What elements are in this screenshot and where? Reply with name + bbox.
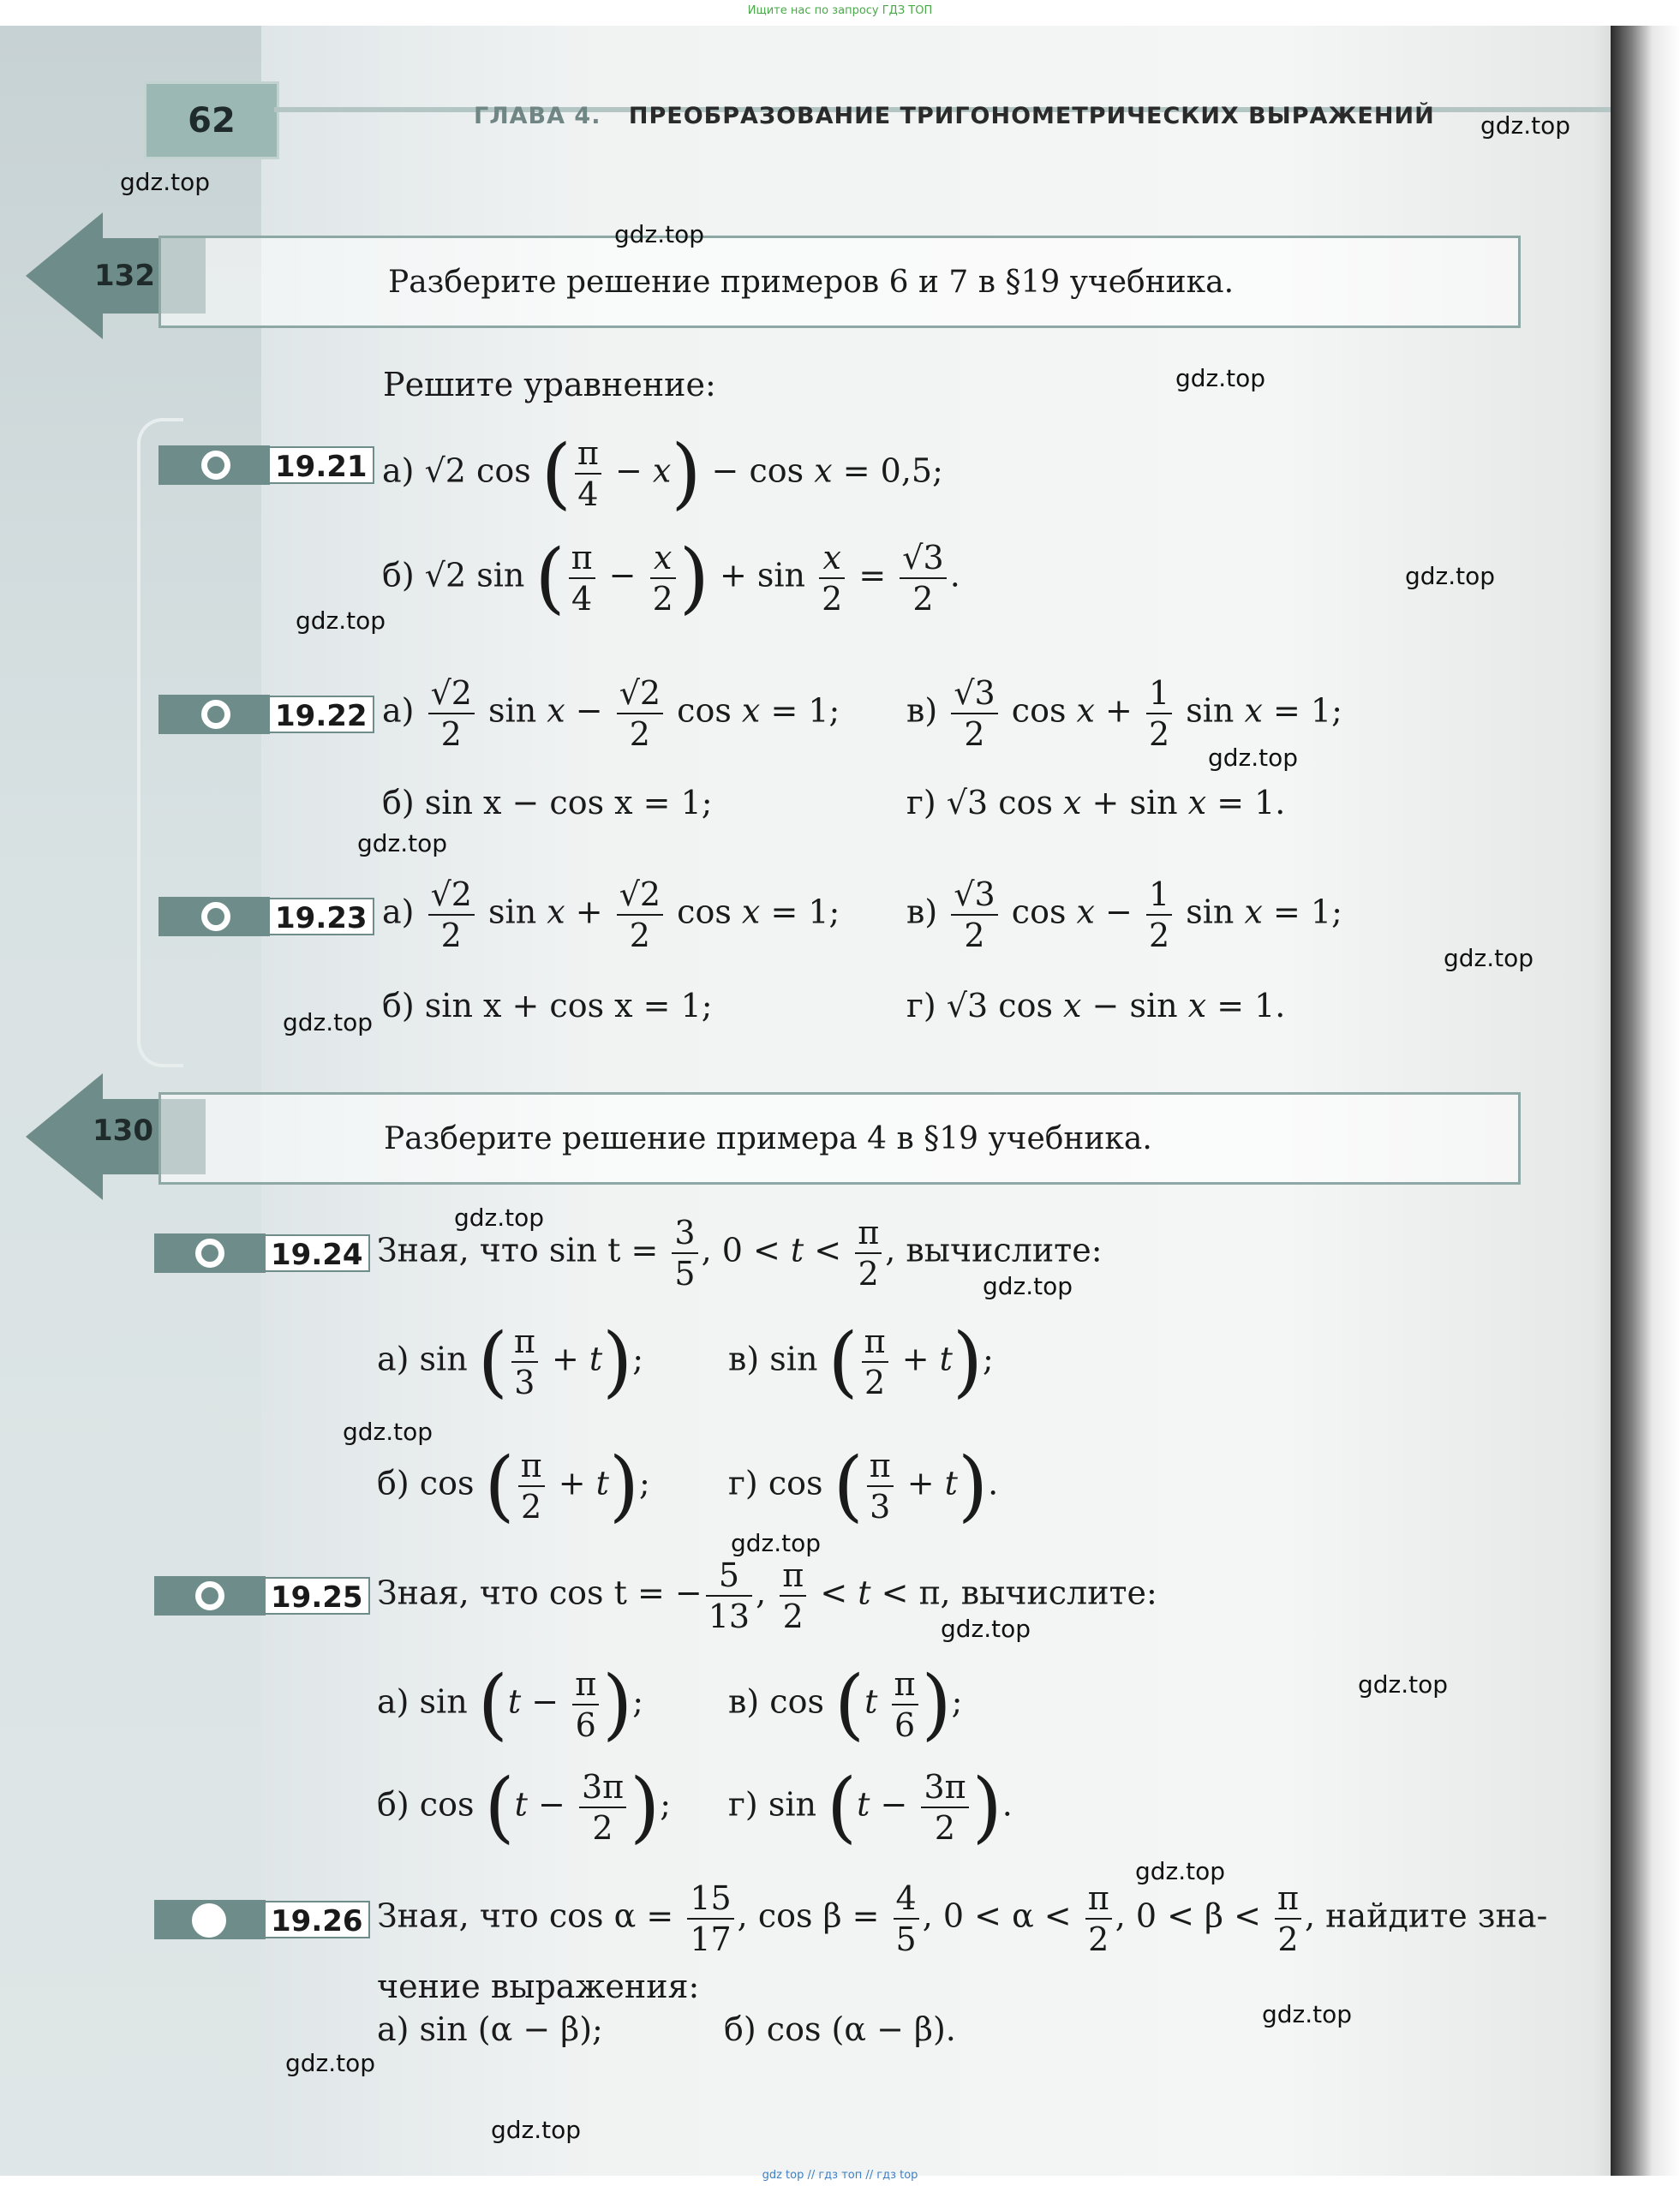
- problem-1924b: б) cos ( $\frac{\pi}{2}$ + t);: [377, 1441, 650, 1531]
- item-label: б): [382, 987, 415, 1024]
- item-label: г): [906, 987, 936, 1024]
- problem-1922v: в) $\frac{√3}{2}$ cos x + $\frac{1}{2}$ sin x = 1;: [906, 674, 1342, 753]
- watermark: gdz.top: [1262, 2000, 1353, 2028]
- problem-number-1926: 19.26: [264, 1901, 370, 1938]
- problem-number-1921: 19.21: [268, 446, 374, 484]
- watermark: gdz.top: [357, 829, 448, 857]
- reference-box-132: [158, 236, 1521, 328]
- problem-1922a: а) $\frac{√2}{2}$ sin x − $\frac{√2}{2}$ cos x = 1;: [382, 674, 840, 753]
- watermark: gdz.top: [285, 2049, 376, 2077]
- solve-heading: Решите уравнение:: [383, 366, 716, 403]
- problem-1923v: в) $\frac{√3}{2}$ cos x − $\frac{1}{2}$ sin x = 1;: [906, 875, 1342, 954]
- problem-number-1924: 19.24: [264, 1234, 370, 1272]
- problem-1926-line2: чение выражения:: [377, 1968, 700, 2005]
- chapter-title: [474, 103, 1435, 129]
- difficulty-circle-icon: [195, 1581, 224, 1610]
- item-label: г): [906, 784, 936, 821]
- problem-1924v: в) sin ( $\frac{\pi}{2}$ + t);: [728, 1317, 994, 1407]
- difficulty-dot-icon: [192, 1903, 226, 1938]
- tail-text: , вычислите:: [940, 1574, 1157, 1612]
- watermark: gdz.top: [296, 606, 386, 635]
- reference-number-130: 130: [93, 1114, 153, 1148]
- watermark: gdz.top: [941, 1615, 1031, 1643]
- chapter-number: ГЛАВА 4.: [474, 103, 601, 129]
- problem-1923b: [382, 989, 713, 1022]
- watermark: gdz.top: [343, 1418, 433, 1446]
- problem-1926-intro: Зная, что cos α = $\frac{15}{17}$ , cos β = $\frac{4}{5}$ , 0 < α < $\frac{\pi}{2}$ , 0 < β < $\frac{\pi}{2}$ , найдите зна-: [377, 1879, 1548, 1958]
- equation-text: sin x − cos x = 1;: [424, 784, 713, 821]
- problem-1923g: г) √3 cos x − sin x = 1.: [906, 987, 1286, 1024]
- page-number: 62: [144, 81, 279, 159]
- problem-number-1922: 19.22: [268, 696, 374, 733]
- item-label: а): [382, 893, 415, 931]
- difficulty-circle-icon: [201, 902, 230, 931]
- difficulty-circle-icon: [201, 700, 230, 729]
- problem-1926a: а) sin (α − β);: [377, 2010, 603, 2048]
- problem-1924g: г) cos ( $\frac{\pi}{3}$ + t).: [728, 1441, 999, 1531]
- group-bracket: [137, 418, 183, 1067]
- reference-number-132: 132: [94, 259, 155, 293]
- difficulty-circle-icon: [201, 451, 230, 480]
- tail-text: , вычислите:: [885, 1231, 1103, 1269]
- problem-1921b: б) √2 sin ( $\frac{\pi}{4}$ − $\frac{x}{2}$ ) + sin $\frac{x}{2}$ = $\frac{√3}{2}$ .: [382, 533, 960, 623]
- tail-text: , найдите зна-: [1305, 1896, 1548, 1935]
- intro-text: Зная, что cos α =: [377, 1896, 674, 1935]
- problem-1923a: а) $\frac{√2}{2}$ sin x + $\frac{√2}{2}$ cos x = 1;: [382, 875, 840, 954]
- problem-1925b: б) cos (t − $\frac{3\pi}{2}$ );: [377, 1762, 672, 1852]
- intro-text: Зная, что cos t = −: [377, 1574, 702, 1612]
- problem-number-1923: 19.23: [268, 898, 374, 935]
- problem-1926b: б) cos (α − β).: [724, 2010, 956, 2048]
- item-label: а): [382, 451, 415, 490]
- reference-text-130: Разберите решение примера 4 в §19 учебника.: [384, 1120, 1152, 1156]
- watermark: gdz.top: [1358, 1670, 1449, 1699]
- chapter-name: ПРЕОБРАЗОВАНИЕ ТРИГОНОМЕТРИЧЕСКИХ ВЫРАЖЕНИЙ: [628, 103, 1435, 129]
- watermark: gdz.top: [1444, 944, 1534, 972]
- item-label: в): [906, 893, 938, 931]
- problem-1922b: [382, 786, 713, 819]
- item-label: в): [906, 691, 938, 730]
- watermark: gdz.top: [283, 1008, 374, 1036]
- watermark: gdz.top: [120, 168, 211, 196]
- reference-box-130: [158, 1092, 1521, 1185]
- bottom-note: gdz top // гдз топ // гдз top: [762, 2169, 918, 2182]
- watermark: gdz.top: [454, 1204, 545, 1232]
- watermark: gdz.top: [491, 2116, 582, 2144]
- book-spine: [1611, 26, 1680, 2176]
- item-label: б): [382, 556, 415, 594]
- problem-1925g: г) sin (t − $\frac{3\pi}{2}$ ).: [728, 1762, 1013, 1852]
- problem-1925-intro: Зная, что cos t = − $\frac{5}{13}$ , $\frac{\pi}{2}$ < t < π, вычислите:: [377, 1556, 1157, 1635]
- watermark: gdz.top: [1175, 364, 1266, 392]
- watermark: gdz.top: [731, 1529, 822, 1557]
- problem-1922g: г) √3 cos x + sin x = 1.: [906, 784, 1286, 821]
- item-label: а): [382, 691, 415, 730]
- problem-number-1925: 19.25: [264, 1577, 370, 1615]
- problem-1925v: в) cos (t $\frac{\pi}{6}$ );: [728, 1659, 963, 1749]
- watermark: gdz.top: [614, 220, 705, 248]
- watermark: gdz.top: [1208, 744, 1299, 772]
- watermark: gdz.top: [1405, 562, 1496, 590]
- watermark: gdz.top: [1480, 111, 1571, 140]
- problem-1925a: а) sin (t − $\frac{\pi}{6}$ );: [377, 1659, 644, 1749]
- difficulty-circle-icon: [195, 1239, 224, 1268]
- watermark: gdz.top: [1135, 1857, 1226, 1885]
- top-note: Ищите нас по запросу ГДЗ ТОП: [747, 4, 933, 17]
- problem-1924-intro: Зная, что sin t = $\frac{3}{5}$ , 0 < t < $\frac{\pi}{2}$ , вычислите:: [377, 1214, 1103, 1293]
- watermark: gdz.top: [983, 1272, 1073, 1300]
- problem-1921a: а) √2 cos ( $\frac{\pi}{4}$ − x) − cos x = 0,5;: [382, 428, 943, 518]
- problem-1924a: а) sin ( $\frac{\pi}{3}$ + t);: [377, 1317, 644, 1407]
- intro-text: Зная, что sin t =: [377, 1231, 659, 1269]
- equation-text: sin x + cos x = 1;: [424, 987, 713, 1024]
- item-label: б): [382, 784, 415, 821]
- reference-text-132: Разберите решение примеров 6 и 7 в §19 учебника.: [388, 264, 1235, 300]
